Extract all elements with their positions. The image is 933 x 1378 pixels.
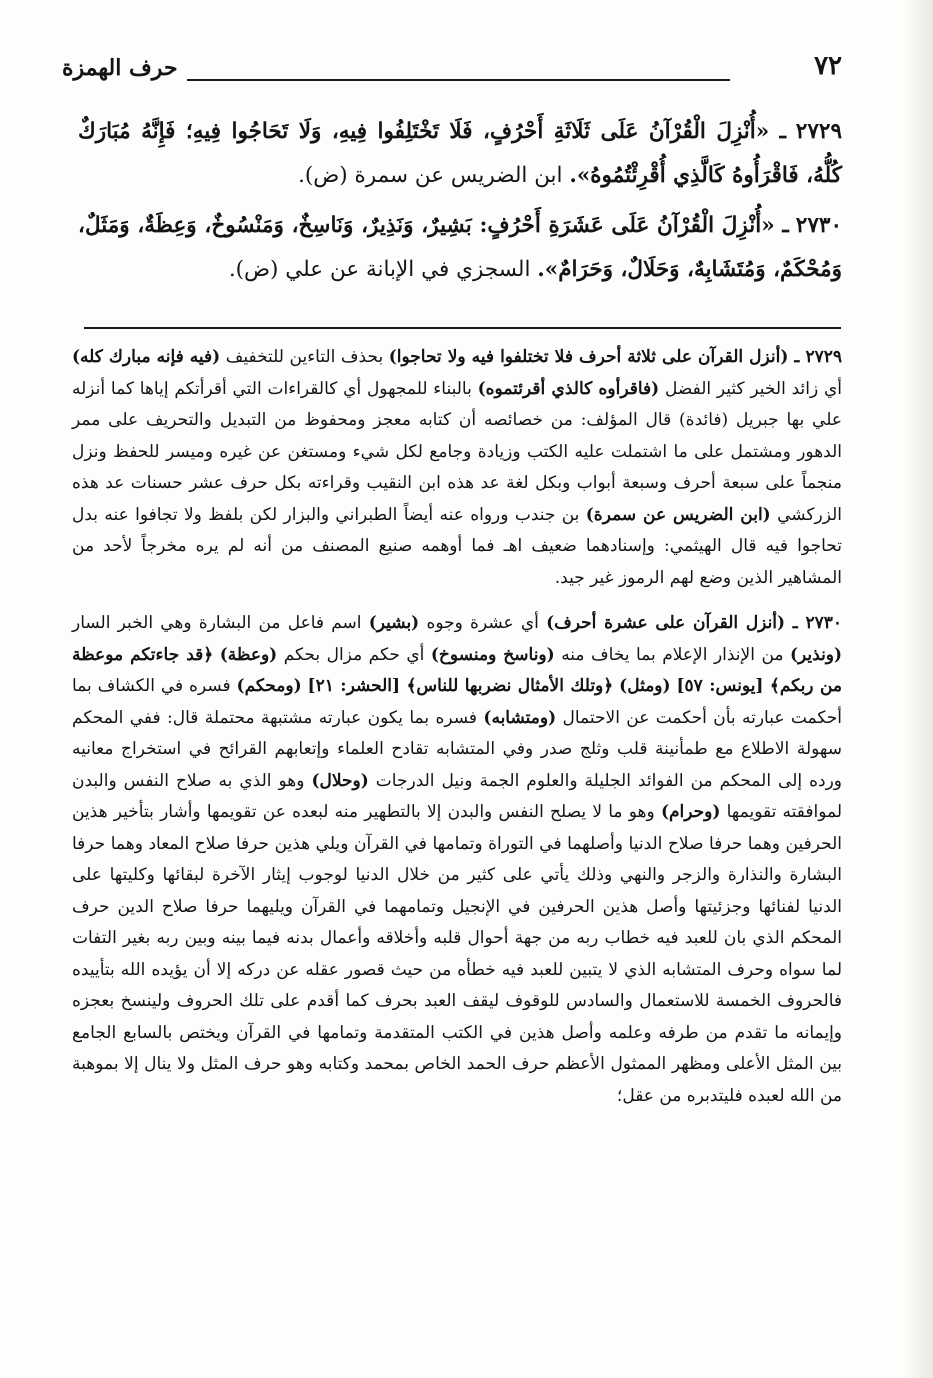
commentary-quote: (وعظة): [219, 644, 278, 665]
quran-citation: ﴿قد جاءتكم موعظة من ربكم﴾ [يونس: ٥٧]: [72, 644, 842, 696]
number-dash: ـ: [769, 119, 786, 144]
hadith-source: ابن الضريس عن سمرة (ض).: [298, 163, 563, 188]
number-dash: ـ: [785, 613, 806, 633]
commentary-quote: (وحرام): [660, 802, 721, 822]
number-dash: ـ: [788, 347, 806, 367]
commentary-heading: (أنزل القرآن على ثلاثة أحرف فلا تختلفوا فيه ولا تحاجوا): [388, 347, 789, 367]
quran-citation: ﴿وتلك الأمثال نضربها للناس﴾ [الحشر: ٢١]: [307, 676, 614, 696]
commentary-quote: (ونذير): [790, 644, 843, 665]
commentary-text: أي عشرة وجوه: [426, 613, 539, 633]
hadith-text-section: [78, 110, 842, 298]
hadith-matn: «أُنْزِلَ الْقُرْآنُ عَلَى عَشَرَةِ أَحْرُفٍ: بَشِيرٌ، وَنَذِيرٌ، وَنَاسِخٌ، وَمَنْسُوخٌ، وَعِظَةٌ، وَمَثَلٌ، وَمُحْكَمٌ، وَمُتَشَابِهٌ، وَحَلَالٌ، وَحَرَامٌ».: [78, 213, 842, 282]
hadith-number: ٢٧٣٠: [795, 213, 842, 238]
commentary-text: أي زائد الخير كثير الفضل: [665, 378, 842, 399]
commentary-number: ٢٧٢٩: [805, 347, 842, 367]
commentary-quote: (فاقرأوه كالذي أقرئتموه): [477, 378, 660, 399]
commentary-text: أي حكم مزال بحكم: [283, 644, 425, 665]
hadith-entry: [78, 110, 842, 198]
hadith-number: ٢٧٢٩: [795, 119, 842, 144]
commentary-quote: (وحلال): [311, 770, 369, 791]
commentary-quote: (فيه فإنه مبارك كله): [72, 347, 221, 367]
commentary-quote: (ومتشابه): [483, 707, 557, 728]
commentary-heading: (أنزل القرآن على عشرة أحرف): [546, 613, 786, 633]
footnote-divider: [84, 327, 841, 329]
commentary-entry: [72, 342, 842, 594]
commentary-text: بحذف التاءين للتخفيف: [225, 347, 384, 367]
hadith-matn: «أُنْزِلَ الْقُرْآنُ عَلَى ثَلَاثَةِ أَحْرُفٍ، فَلَا تَخْتَلِفُوا فِيهِ، وَلَا تَحَاجُوا فِيهِ؛ فَإِنَّهُ مُبَارَكٌ كُلُّهُ، فَاقْرَأُوهُ كَالَّذِي أُقْرِئْتُمُوهُ».: [78, 119, 842, 188]
commentary-section: [72, 342, 842, 1126]
hadith-entry: [78, 204, 842, 292]
commentary-quote: (ابن الضريس عن سمرة): [585, 504, 771, 525]
hadith-source: السجزي في الإبانة عن علي (ض).: [228, 257, 531, 282]
commentary-text: بالبناء للمجهول أي كالقراءات التي أقرأتكم إياها كما أنزله علي بها جبريل (فائدة) قال المؤلف: من خصائصه أن كتابه معجز ومحفوظ من التبديل والتحريف على ممر الدهور ومشتمل على ما اشتملت عليه الكتب وزيادة وجامع لكل شيء ومستغن عن غيره وميسر للحفظ ونزل منجماً على سبعة أحرف وسبعة أبواب وبكل لغة عد هذه ابن النقيب وقراءته بكل حرف عشر حسنات عد هذه الزركشي: [72, 378, 842, 525]
commentary-quote: (بشير): [368, 613, 420, 633]
page-number: ٧٢: [814, 51, 842, 81]
commentary-quote: (وناسخ ومنسوخ): [430, 644, 555, 665]
chapter-title: حرف الهمزة: [62, 55, 178, 81]
commentary-quote: (ومحكم): [236, 676, 302, 696]
header-rule: [187, 79, 730, 81]
commentary-text: فسره بما يكون عبارته مشتبهة محتملة قال: ففي المحكم سهولة الاطلاع مع طمأنينة قلب وثلج صدر وفي المتشابه تقادح العلماء وإتعابهم القرائح في استخراج معانيه ورده إلى المحكم من الفوائد الجليلة والعلوم الجمة ونيل الدرجات: [72, 707, 843, 791]
commentary-number: ٢٧٣٠: [805, 613, 842, 633]
commentary-text: من الإنذار الإعلام بما يخاف منه: [561, 644, 784, 665]
commentary-text: فسره في الكشاف بما أحكمت عبارته بأن أحكمت عن الاحتمال: [72, 676, 842, 728]
commentary-quote: (ومثل): [619, 676, 671, 696]
commentary-text: وهو الذي به صلاح النفس والبدن لموافقته تقويمها: [72, 770, 843, 822]
number-dash: ـ: [774, 213, 789, 238]
commentary-entry: [72, 608, 842, 1112]
commentary-text: اسم فاعل من البشارة وهي الخبر السار: [72, 613, 362, 633]
commentary-text: بن جندب ورواه عنه أيضاً الطبراني والبزار لكن بلفظ ولا تجافوا عنه بدل تحاجوا فيه قال الهيثمي: وإسنادهما ضعيف اهـ فما أوهمه صنيع المصنف من أنه لم يره مخرجاً لأحد من المشاهير الذين وضع لهم الرموز غير جيد.: [72, 504, 842, 588]
commentary-text: وهو ما لا يصلح النفس والبدن إلا بالتطهير منه لبعده عن تقويمها وأشار بتأخير هذين الحرفين وهما حرفا صلاح الدنيا وأصلهما في التوراة وتمامها في القرآن ويلي هذين حرفا صلاح المعاد وهما حرفا البشارة والنذارة والزجر والنهي وذلك يأتي على كثير من خلال الدنيا لوجوب إيثار الآخرة لبقائها وكليتها على الدنيا لفنائها وجزئيتها وأصل هذين الحرفين في الإنجيل وتمامهما في القرآن ويليهما حرفا صلاح الدين حرف المحكم الذي بان للعبد فيه خطاب ربه من جهة أحوال قلبه وأخلاقه وأعمال بدنه فيما بينه وبين ربه بغير التفات لما سواه وحرف المتشابه الذي لا يتبين للعبد فيه خطأه من حيث قصور عقله عن دركه إلا أن يؤيده الله بتأييده فالحروف الخمسة للاستعمال والسادس للوقوف ليقف العبد بحرف كما أقدم على تلك الحروف ولينسخ بعجزه وإيمانه ما تقدم من طرفه وعلمه وأصل هذين في الكتب المتقدمة وتمامها في القرآن ويختص بالسابع الجامع بين المثل الأعلى ومظهر الممثول الأعظم حرف الحمد الخاص بمحمد وكتابه وهو حرف المثل ولا ينال إلا بموهبة من الله لعبده فليتدبره من عقل؛: [72, 802, 842, 1106]
scan-edge-shadow: [905, 0, 933, 1378]
running-header: [62, 51, 842, 99]
